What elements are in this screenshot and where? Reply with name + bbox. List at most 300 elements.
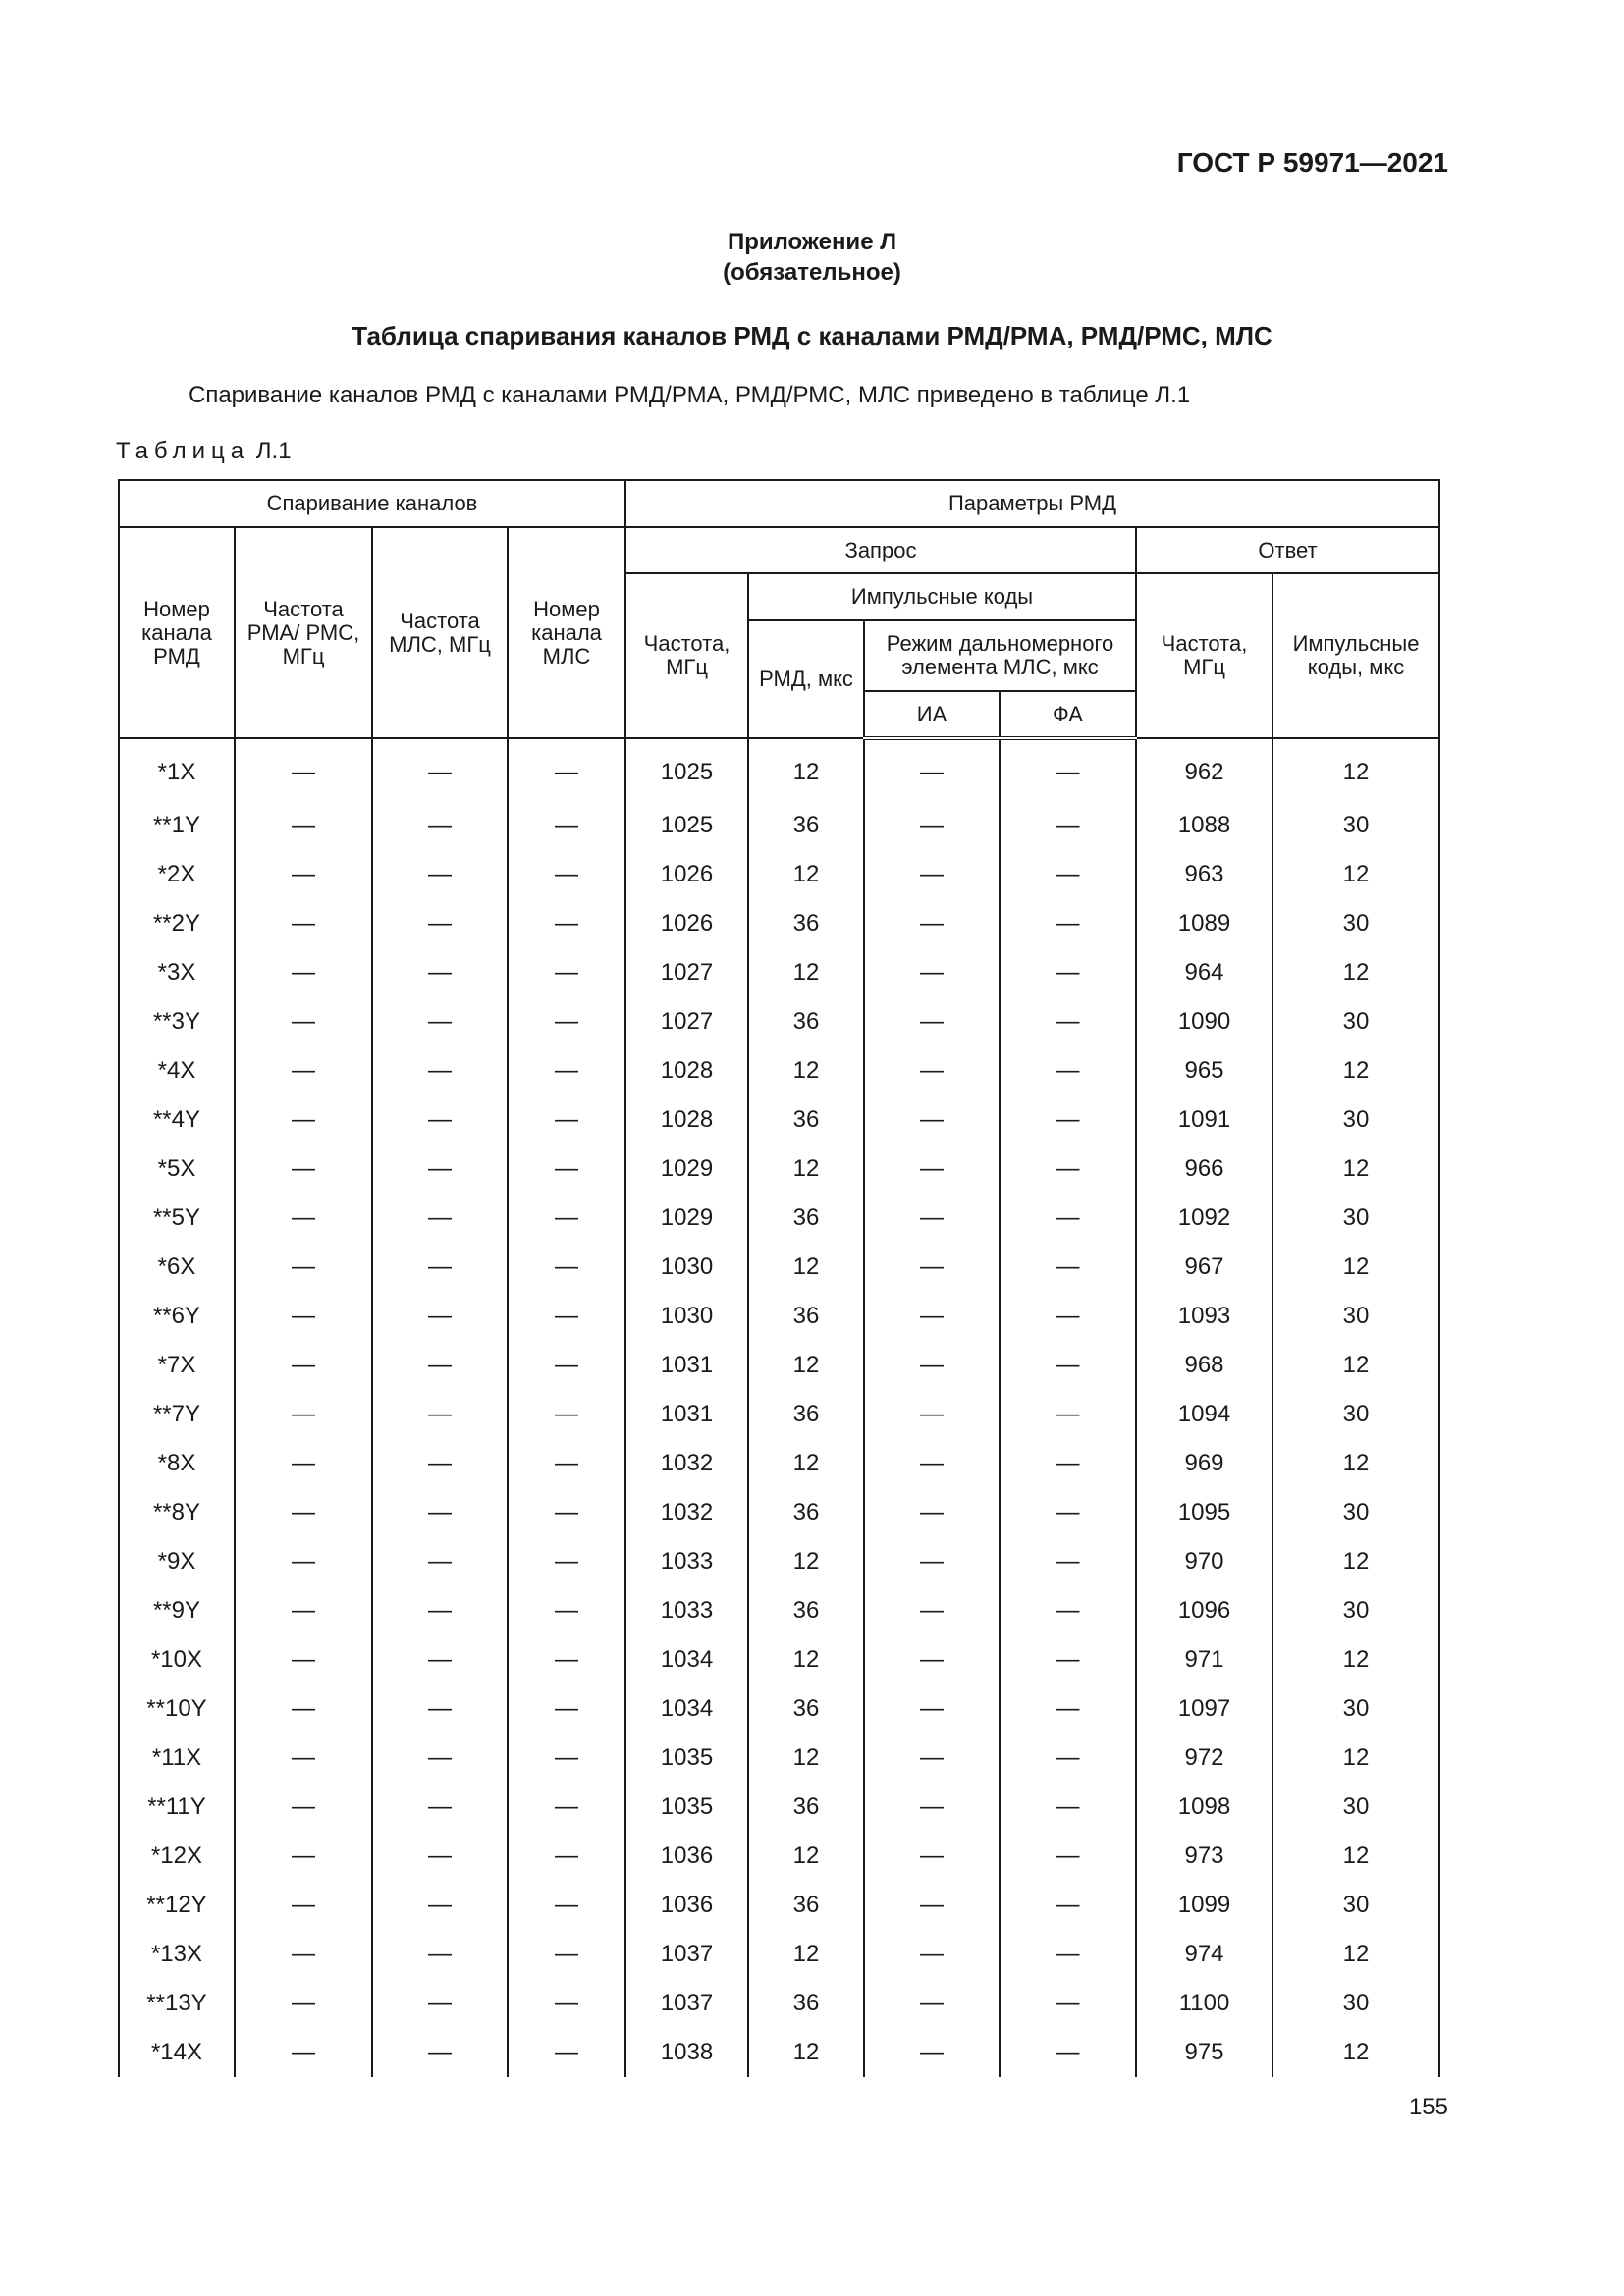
cell-channel-mls: — xyxy=(508,1439,625,1488)
cell-channel-rmd: **9Y xyxy=(119,1586,235,1635)
cell-mode-fa: — xyxy=(1000,1537,1136,1586)
table-row xyxy=(119,1145,1439,1194)
cell-freq-rma-rms: — xyxy=(235,1439,372,1488)
cell-mode-fa: — xyxy=(1000,738,1136,801)
cell-rmd-mks: 36 xyxy=(748,1488,864,1537)
cell-freq-mls: — xyxy=(372,801,508,850)
cell-mode-ia: — xyxy=(864,1537,1000,1586)
cell-response-pulse-codes: 30 xyxy=(1272,997,1439,1046)
cell-rmd-mks: 12 xyxy=(748,1046,864,1095)
cell-mode-ia: — xyxy=(864,1341,1000,1390)
cell-channel-mls: — xyxy=(508,850,625,899)
cell-request-frequency: 1030 xyxy=(625,1243,748,1292)
intro-paragraph: Спаривание каналов РМД с каналами РМД/РМА, РМД/РМС, МЛС приведено в таблице Л.1 xyxy=(189,382,1191,408)
cell-request-frequency: 1028 xyxy=(625,1095,748,1145)
cell-request-frequency: 1037 xyxy=(625,1979,748,2028)
table-row xyxy=(119,1734,1439,1783)
cell-freq-mls: — xyxy=(372,1194,508,1243)
table-row xyxy=(119,1635,1439,1684)
cell-freq-rma-rms: — xyxy=(235,1341,372,1390)
cell-mode-ia: — xyxy=(864,1734,1000,1783)
cell-channel-mls: — xyxy=(508,1734,625,1783)
cell-rmd-mks: 36 xyxy=(748,1095,864,1145)
cell-rmd-mks: 12 xyxy=(748,1832,864,1881)
cell-channel-rmd: **13Y xyxy=(119,1979,235,2028)
cell-mode-fa: — xyxy=(1000,1832,1136,1881)
cell-request-frequency: 1025 xyxy=(625,738,748,801)
cell-rmd-mks: 36 xyxy=(748,801,864,850)
table-caption-word: Таблица xyxy=(116,438,250,464)
cell-request-frequency: 1036 xyxy=(625,1881,748,1930)
cell-rmd-mks: 12 xyxy=(748,1145,864,1194)
cell-freq-rma-rms: — xyxy=(235,801,372,850)
cell-response-frequency: 1098 xyxy=(1136,1783,1272,1832)
header-freq-mls: Частота МЛС, МГц xyxy=(372,527,508,738)
cell-request-frequency: 1028 xyxy=(625,1046,748,1095)
table-row xyxy=(119,850,1439,899)
cell-response-frequency: 962 xyxy=(1136,738,1272,801)
cell-response-pulse-codes: 30 xyxy=(1272,1684,1439,1734)
cell-mode-fa: — xyxy=(1000,1439,1136,1488)
table-row xyxy=(119,1292,1439,1341)
cell-response-pulse-codes: 12 xyxy=(1272,850,1439,899)
cell-channel-rmd: *10X xyxy=(119,1635,235,1684)
cell-response-frequency: 1092 xyxy=(1136,1194,1272,1243)
cell-freq-rma-rms: — xyxy=(235,1488,372,1537)
cell-response-frequency: 964 xyxy=(1136,948,1272,997)
cell-response-frequency: 972 xyxy=(1136,1734,1272,1783)
cell-mode-fa: — xyxy=(1000,1243,1136,1292)
table-row xyxy=(119,1488,1439,1537)
cell-mode-ia: — xyxy=(864,1390,1000,1439)
cell-freq-rma-rms: — xyxy=(235,1537,372,1586)
cell-channel-rmd: *1X xyxy=(119,738,235,801)
cell-channel-rmd: **5Y xyxy=(119,1194,235,1243)
cell-channel-rmd: **4Y xyxy=(119,1095,235,1145)
cell-mode-ia: — xyxy=(864,1881,1000,1930)
cell-freq-mls: — xyxy=(372,2028,508,2077)
cell-request-frequency: 1038 xyxy=(625,2028,748,2077)
cell-channel-rmd: **12Y xyxy=(119,1881,235,1930)
cell-mode-fa: — xyxy=(1000,1341,1136,1390)
cell-channel-rmd: *5X xyxy=(119,1145,235,1194)
header-channel-mls: Номер канала МЛС xyxy=(508,527,625,738)
cell-rmd-mks: 36 xyxy=(748,1979,864,2028)
cell-freq-mls: — xyxy=(372,1390,508,1439)
table-row xyxy=(119,1832,1439,1881)
cell-mode-fa: — xyxy=(1000,1095,1136,1145)
cell-request-frequency: 1034 xyxy=(625,1635,748,1684)
table-row xyxy=(119,1979,1439,2028)
cell-channel-mls: — xyxy=(508,1930,625,1979)
table-row xyxy=(119,1586,1439,1635)
cell-freq-mls: — xyxy=(372,1783,508,1832)
header-response-frequency: Частота, МГц xyxy=(1136,573,1272,738)
cell-response-frequency: 1097 xyxy=(1136,1684,1272,1734)
cell-request-frequency: 1037 xyxy=(625,1930,748,1979)
cell-freq-mls: — xyxy=(372,1635,508,1684)
cell-mode-fa: — xyxy=(1000,1046,1136,1095)
cell-channel-rmd: **3Y xyxy=(119,997,235,1046)
cell-response-pulse-codes: 30 xyxy=(1272,1194,1439,1243)
cell-request-frequency: 1031 xyxy=(625,1390,748,1439)
cell-mode-fa: — xyxy=(1000,1783,1136,1832)
cell-response-frequency: 1093 xyxy=(1136,1292,1272,1341)
cell-channel-mls: — xyxy=(508,2028,625,2077)
cell-request-frequency: 1035 xyxy=(625,1783,748,1832)
cell-request-frequency: 1029 xyxy=(625,1194,748,1243)
cell-channel-rmd: *7X xyxy=(119,1341,235,1390)
table-row xyxy=(119,899,1439,948)
cell-response-frequency: 1089 xyxy=(1136,899,1272,948)
cell-freq-rma-rms: — xyxy=(235,1881,372,1930)
cell-channel-mls: — xyxy=(508,1046,625,1095)
cell-freq-rma-rms: — xyxy=(235,2028,372,2077)
cell-mode-fa: — xyxy=(1000,1881,1136,1930)
cell-rmd-mks: 36 xyxy=(748,997,864,1046)
cell-response-frequency: 965 xyxy=(1136,1046,1272,1095)
cell-channel-mls: — xyxy=(508,1341,625,1390)
table-row xyxy=(119,1341,1439,1390)
cell-mode-ia: — xyxy=(864,1979,1000,2028)
cell-freq-rma-rms: — xyxy=(235,948,372,997)
cell-request-frequency: 1026 xyxy=(625,850,748,899)
cell-mode-ia: — xyxy=(864,1292,1000,1341)
cell-freq-mls: — xyxy=(372,899,508,948)
header-ia: ИА xyxy=(864,691,1000,738)
cell-freq-rma-rms: — xyxy=(235,1832,372,1881)
cell-freq-rma-rms: — xyxy=(235,1979,372,2028)
cell-mode-ia: — xyxy=(864,1930,1000,1979)
cell-mode-fa: — xyxy=(1000,1292,1136,1341)
header-freq-rma-rms: Частота РМА/ РМС, МГц xyxy=(235,527,372,738)
cell-channel-rmd: *6X xyxy=(119,1243,235,1292)
cell-rmd-mks: 12 xyxy=(748,1537,864,1586)
cell-response-frequency: 966 xyxy=(1136,1145,1272,1194)
cell-request-frequency: 1031 xyxy=(625,1341,748,1390)
cell-request-frequency: 1029 xyxy=(625,1145,748,1194)
cell-response-frequency: 1090 xyxy=(1136,997,1272,1046)
cell-rmd-mks: 12 xyxy=(748,1243,864,1292)
cell-rmd-mks: 36 xyxy=(748,1586,864,1635)
cell-channel-mls: — xyxy=(508,1095,625,1145)
cell-response-pulse-codes: 12 xyxy=(1272,1832,1439,1881)
cell-freq-rma-rms: — xyxy=(235,1145,372,1194)
table-row xyxy=(119,1930,1439,1979)
cell-mode-fa: — xyxy=(1000,1488,1136,1537)
cell-freq-mls: — xyxy=(372,1095,508,1145)
cell-mode-fa: — xyxy=(1000,997,1136,1046)
cell-rmd-mks: 36 xyxy=(748,1881,864,1930)
cell-channel-rmd: **2Y xyxy=(119,899,235,948)
cell-response-pulse-codes: 30 xyxy=(1272,899,1439,948)
cell-request-frequency: 1025 xyxy=(625,801,748,850)
cell-response-pulse-codes: 12 xyxy=(1272,2028,1439,2077)
cell-freq-rma-rms: — xyxy=(235,1930,372,1979)
cell-response-frequency: 975 xyxy=(1136,2028,1272,2077)
header-pulse-codes: Импульсные коды xyxy=(748,573,1136,620)
cell-channel-mls: — xyxy=(508,899,625,948)
cell-channel-mls: — xyxy=(508,1832,625,1881)
table-row xyxy=(119,948,1439,997)
cell-freq-mls: — xyxy=(372,1734,508,1783)
cell-mode-ia: — xyxy=(864,1243,1000,1292)
cell-request-frequency: 1036 xyxy=(625,1832,748,1881)
cell-channel-mls: — xyxy=(508,1145,625,1194)
table-row xyxy=(119,1194,1439,1243)
table-body xyxy=(119,738,1439,2077)
cell-channel-mls: — xyxy=(508,1979,625,2028)
cell-channel-rmd: **7Y xyxy=(119,1390,235,1439)
cell-response-pulse-codes: 12 xyxy=(1272,1930,1439,1979)
cell-mode-fa: — xyxy=(1000,1734,1136,1783)
cell-mode-ia: — xyxy=(864,1635,1000,1684)
cell-freq-rma-rms: — xyxy=(235,1635,372,1684)
cell-freq-rma-rms: — xyxy=(235,997,372,1046)
cell-freq-mls: — xyxy=(372,1537,508,1586)
cell-response-frequency: 963 xyxy=(1136,850,1272,899)
cell-freq-mls: — xyxy=(372,997,508,1046)
cell-channel-rmd: *8X xyxy=(119,1439,235,1488)
cell-channel-mls: — xyxy=(508,1783,625,1832)
cell-response-frequency: 1088 xyxy=(1136,801,1272,850)
cell-freq-rma-rms: — xyxy=(235,738,372,801)
page-heading: Таблица спаривания каналов РМД с каналами РМД/РМА, РМД/РМС, МЛС xyxy=(352,321,1272,350)
cell-mode-ia: — xyxy=(864,850,1000,899)
cell-rmd-mks: 12 xyxy=(748,1930,864,1979)
cell-mode-fa: — xyxy=(1000,1586,1136,1635)
table-row xyxy=(119,801,1439,850)
cell-mode-ia: — xyxy=(864,1783,1000,1832)
cell-freq-mls: — xyxy=(372,850,508,899)
cell-response-pulse-codes: 12 xyxy=(1272,1046,1439,1095)
cell-freq-mls: — xyxy=(372,1145,508,1194)
cell-request-frequency: 1035 xyxy=(625,1734,748,1783)
table-row xyxy=(119,2028,1439,2077)
cell-rmd-mks: 12 xyxy=(748,850,864,899)
table-row xyxy=(119,1390,1439,1439)
cell-channel-mls: — xyxy=(508,1488,625,1537)
cell-rmd-mks: 12 xyxy=(748,948,864,997)
cell-request-frequency: 1027 xyxy=(625,948,748,997)
cell-channel-rmd: *11X xyxy=(119,1734,235,1783)
cell-request-frequency: 1032 xyxy=(625,1488,748,1537)
cell-rmd-mks: 12 xyxy=(748,1341,864,1390)
header-rmd-params: Параметры РМД xyxy=(625,480,1439,527)
cell-request-frequency: 1033 xyxy=(625,1537,748,1586)
cell-response-pulse-codes: 30 xyxy=(1272,1881,1439,1930)
channel-pairing-table xyxy=(118,479,1440,2077)
cell-response-pulse-codes: 12 xyxy=(1272,1439,1439,1488)
cell-freq-mls: — xyxy=(372,1930,508,1979)
header-fa: ФА xyxy=(1000,691,1136,738)
cell-channel-mls: — xyxy=(508,948,625,997)
cell-mode-ia: — xyxy=(864,1586,1000,1635)
cell-mode-fa: — xyxy=(1000,1684,1136,1734)
cell-response-pulse-codes: 30 xyxy=(1272,1390,1439,1439)
cell-response-frequency: 973 xyxy=(1136,1832,1272,1881)
cell-freq-rma-rms: — xyxy=(235,1390,372,1439)
cell-freq-mls: — xyxy=(372,1684,508,1734)
cell-rmd-mks: 12 xyxy=(748,1635,864,1684)
cell-response-pulse-codes: 12 xyxy=(1272,1537,1439,1586)
cell-request-frequency: 1026 xyxy=(625,899,748,948)
cell-freq-mls: — xyxy=(372,1586,508,1635)
cell-rmd-mks: 12 xyxy=(748,1734,864,1783)
header-channel-rmd: Номер канала РМД xyxy=(119,527,235,738)
cell-response-frequency: 968 xyxy=(1136,1341,1272,1390)
cell-mode-ia: — xyxy=(864,1439,1000,1488)
cell-response-frequency: 1096 xyxy=(1136,1586,1272,1635)
cell-freq-rma-rms: — xyxy=(235,899,372,948)
cell-channel-rmd: **11Y xyxy=(119,1783,235,1832)
cell-response-pulse-codes: 30 xyxy=(1272,1095,1439,1145)
cell-channel-mls: — xyxy=(508,997,625,1046)
cell-mode-fa: — xyxy=(1000,1145,1136,1194)
header-response-pulse-codes: Импульсные коды, мкс xyxy=(1272,573,1439,738)
cell-response-frequency: 1099 xyxy=(1136,1881,1272,1930)
table-caption-number: Л.1 xyxy=(255,438,292,464)
cell-freq-mls: — xyxy=(372,1881,508,1930)
cell-mode-ia: — xyxy=(864,1684,1000,1734)
cell-channel-mls: — xyxy=(508,1586,625,1635)
table-row xyxy=(119,1095,1439,1145)
header-request: Запрос xyxy=(625,527,1136,573)
cell-request-frequency: 1030 xyxy=(625,1292,748,1341)
cell-freq-mls: — xyxy=(372,948,508,997)
cell-rmd-mks: 12 xyxy=(748,1439,864,1488)
cell-mode-fa: — xyxy=(1000,801,1136,850)
cell-response-pulse-codes: 30 xyxy=(1272,801,1439,850)
cell-channel-mls: — xyxy=(508,1635,625,1684)
table-row xyxy=(119,1537,1439,1586)
cell-channel-rmd: *2X xyxy=(119,850,235,899)
cell-freq-mls: — xyxy=(372,1832,508,1881)
page-number: 155 xyxy=(1408,2094,1448,2120)
cell-mode-ia: — xyxy=(864,899,1000,948)
document-code: ГОСТ Р 59971—2021 xyxy=(1176,147,1448,178)
table-row xyxy=(119,997,1439,1046)
cell-response-frequency: 971 xyxy=(1136,1635,1272,1684)
appendix-title: Приложение Л xyxy=(727,229,897,255)
cell-mode-fa: — xyxy=(1000,1930,1136,1979)
cell-freq-rma-rms: — xyxy=(235,1783,372,1832)
cell-response-pulse-codes: 12 xyxy=(1272,1243,1439,1292)
cell-request-frequency: 1033 xyxy=(625,1586,748,1635)
cell-response-frequency: 1100 xyxy=(1136,1979,1272,2028)
cell-channel-rmd: *12X xyxy=(119,1832,235,1881)
cell-mode-fa: — xyxy=(1000,1194,1136,1243)
cell-freq-rma-rms: — xyxy=(235,1046,372,1095)
cell-channel-mls: — xyxy=(508,1194,625,1243)
cell-rmd-mks: 12 xyxy=(748,738,864,801)
cell-rmd-mks: 36 xyxy=(748,1783,864,1832)
cell-channel-rmd: *14X xyxy=(119,2028,235,2077)
cell-channel-mls: — xyxy=(508,1243,625,1292)
cell-response-frequency: 1095 xyxy=(1136,1488,1272,1537)
table-caption xyxy=(116,438,292,465)
cell-freq-mls: — xyxy=(372,1341,508,1390)
cell-channel-rmd: *9X xyxy=(119,1537,235,1586)
cell-freq-rma-rms: — xyxy=(235,1194,372,1243)
table-row xyxy=(119,738,1439,801)
cell-mode-ia: — xyxy=(864,1194,1000,1243)
cell-request-frequency: 1034 xyxy=(625,1684,748,1734)
cell-channel-mls: — xyxy=(508,1292,625,1341)
cell-mode-fa: — xyxy=(1000,1979,1136,2028)
cell-freq-rma-rms: — xyxy=(235,1095,372,1145)
cell-response-frequency: 1094 xyxy=(1136,1390,1272,1439)
cell-response-frequency: 974 xyxy=(1136,1930,1272,1979)
cell-freq-rma-rms: — xyxy=(235,1243,372,1292)
cell-response-pulse-codes: 30 xyxy=(1272,1292,1439,1341)
cell-channel-mls: — xyxy=(508,1684,625,1734)
cell-mode-fa: — xyxy=(1000,850,1136,899)
cell-freq-mls: — xyxy=(372,1488,508,1537)
table-row xyxy=(119,1046,1439,1095)
cell-mode-ia: — xyxy=(864,1832,1000,1881)
cell-mode-ia: — xyxy=(864,997,1000,1046)
cell-response-pulse-codes: 12 xyxy=(1272,738,1439,801)
cell-channel-rmd: **10Y xyxy=(119,1684,235,1734)
cell-response-pulse-codes: 30 xyxy=(1272,1979,1439,2028)
header-request-frequency: Частота, МГц xyxy=(625,573,748,738)
table-row xyxy=(119,1881,1439,1930)
header-rmd-mks: РМД, мкс xyxy=(748,620,864,738)
cell-mode-fa: — xyxy=(1000,1390,1136,1439)
cell-channel-mls: — xyxy=(508,1390,625,1439)
cell-freq-mls: — xyxy=(372,1243,508,1292)
table-row xyxy=(119,1783,1439,1832)
cell-mode-ia: — xyxy=(864,738,1000,801)
cell-rmd-mks: 12 xyxy=(748,2028,864,2077)
cell-channel-rmd: **8Y xyxy=(119,1488,235,1537)
cell-mode-ia: — xyxy=(864,1095,1000,1145)
cell-response-pulse-codes: 12 xyxy=(1272,1145,1439,1194)
cell-freq-mls: — xyxy=(372,1979,508,2028)
cell-channel-rmd: *4X xyxy=(119,1046,235,1095)
cell-mode-ia: — xyxy=(864,1046,1000,1095)
header-mls-mode: Режим дальномерного элемента МЛС, мкс xyxy=(864,620,1136,691)
cell-mode-fa: — xyxy=(1000,1635,1136,1684)
cell-freq-rma-rms: — xyxy=(235,850,372,899)
cell-channel-rmd: *3X xyxy=(119,948,235,997)
cell-mode-fa: — xyxy=(1000,899,1136,948)
cell-response-frequency: 967 xyxy=(1136,1243,1272,1292)
cell-freq-rma-rms: — xyxy=(235,1734,372,1783)
appendix-status: (обязательное) xyxy=(723,259,901,286)
cell-mode-ia: — xyxy=(864,1488,1000,1537)
cell-response-pulse-codes: 12 xyxy=(1272,948,1439,997)
cell-channel-mls: — xyxy=(508,738,625,801)
cell-freq-rma-rms: — xyxy=(235,1684,372,1734)
cell-freq-mls: — xyxy=(372,1292,508,1341)
table-row xyxy=(119,1243,1439,1292)
table-row xyxy=(119,1684,1439,1734)
table-header xyxy=(119,480,1439,738)
cell-freq-mls: — xyxy=(372,1046,508,1095)
cell-mode-ia: — xyxy=(864,2028,1000,2077)
cell-response-frequency: 1091 xyxy=(1136,1095,1272,1145)
cell-freq-rma-rms: — xyxy=(235,1586,372,1635)
cell-response-pulse-codes: 30 xyxy=(1272,1783,1439,1832)
header-response: Ответ xyxy=(1136,527,1439,573)
cell-rmd-mks: 36 xyxy=(748,1390,864,1439)
cell-channel-mls: — xyxy=(508,1881,625,1930)
cell-response-frequency: 969 xyxy=(1136,1439,1272,1488)
cell-mode-ia: — xyxy=(864,801,1000,850)
cell-response-pulse-codes: 30 xyxy=(1272,1586,1439,1635)
